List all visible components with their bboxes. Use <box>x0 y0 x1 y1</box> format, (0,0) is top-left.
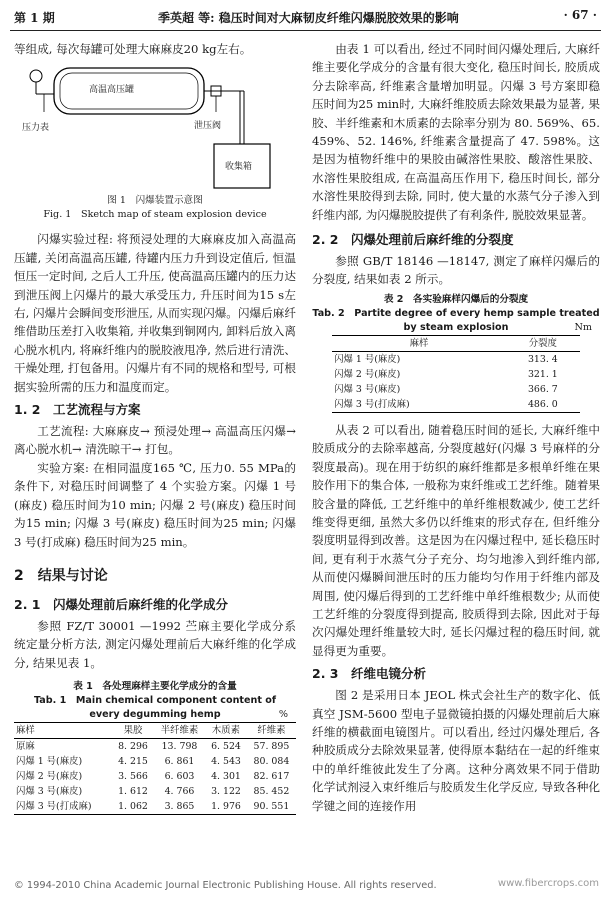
table-1-unit: % <box>278 709 288 721</box>
table-row <box>332 382 580 397</box>
section-2-1-paragraph: 参照 FZ/T 30001 —1992 苎麻主要化学成分系统定量分析方法, 测定闪爆处理前后大麻纤维的化学成分, 结果见表 1。 <box>14 618 296 670</box>
table-1-caption <box>14 680 296 722</box>
table-cell: 4. 543 <box>211 756 241 768</box>
running-title: 季英超 等: 稳压时间对大麻韧皮纤维闪爆脱胶效果的影响 <box>158 11 459 25</box>
figure-1-caption-en: Fig. 1 Sketch map of steam explosion device <box>43 209 267 221</box>
table-1-header: 半纤维素 <box>154 723 205 739</box>
table-cell: 80. 084 <box>253 756 290 768</box>
table-1 <box>14 722 296 815</box>
table-2 <box>332 335 580 413</box>
table-2-caption-en-2: by steam explosion <box>403 321 509 333</box>
flow-paragraph: 工艺流程: 大麻麻皮→ 预浸处理→ 高温高压闪爆→ 离心脱水机→ 清洗晾干→ 打包。 <box>14 424 296 457</box>
section-2-2-heading: 2. 2 闪爆处理前后麻纤维的分裂度 <box>312 232 514 248</box>
table-row <box>14 754 296 769</box>
table-row <box>14 784 296 799</box>
pressure-gauge-icon <box>30 70 42 82</box>
table-cell: 闪爆 3 号(麻皮) <box>334 383 401 395</box>
table-cell: 1. 612 <box>118 786 148 798</box>
copyright-footer: © 1994-2010 China Academic Journal Electronic Publishing House. All rights reserved. <box>14 880 437 891</box>
label-box: 收集箱 <box>225 162 253 173</box>
table-cell: 13. 798 <box>161 741 198 753</box>
table-1-header: 木质素 <box>205 723 247 739</box>
issue-number: 第 1 期 <box>14 11 55 25</box>
label-vessel: 高温高压罐 <box>89 85 135 96</box>
table-cell: 6. 524 <box>211 741 241 753</box>
table-1-header: 果胶 <box>112 723 154 739</box>
table-cell: 闪爆 2 号(麻皮) <box>334 368 401 380</box>
figure-1-caption <box>14 194 296 222</box>
table-cell: 闪爆 3 号(打成麻) <box>14 799 112 815</box>
table-cell: 闪爆 2 号(麻皮) <box>16 771 83 783</box>
table-cell: 90. 551 <box>247 799 296 815</box>
left-column <box>14 40 296 815</box>
table-1-caption-cn: 表 1 各处理麻样主要化学成分的含量 <box>73 681 237 693</box>
table-cell: 原麻 <box>16 741 35 753</box>
results-paragraph-2: 从表 2 可以看出, 随着稳压时间的延长, 大麻纤维中胶质成分的去除率越高, 分裂度越好(闪爆 3 号麻样的分裂度最高)。现在用于纺织的麻纤维都是多根单纤维在果胶作用下的集合体, 一般称为束纤维或工艺纤维。随着果胶含量的降低, 工艺纤维中的单纤维根数减少, 使工艺纤维变得更细, 虽然大多仍以纤维束的形式存在, 但纤维分裂度明显得到改善。这是因为在闪爆过程中, 延长稳压时间, 更有利于水蒸气分子充分、均匀地渗入到纤维内部, 从而使闪爆瞬间泄压时的压力能均匀作用于纤维内部及周围, 使闪爆后得到的工艺纤维中单纤维根数少; 从而使工艺纤维的分裂度得到提高, 胶质得到去除, 因此对于每次闪爆处理纤维量较大时, 延长闪爆过程的稳压时间, 就显得更为重要。 <box>312 422 600 658</box>
table-cell: 4. 215 <box>118 756 148 768</box>
table-cell: 82. 617 <box>253 771 290 783</box>
section-2-heading: 2 结果与讨论 <box>14 567 108 584</box>
table-row <box>14 739 296 755</box>
intro-paragraph: 等组成, 每次每罐可处理大麻麻皮20 kg左右。 <box>14 42 252 56</box>
section-2-3-paragraph: 图 2 是采用日本 JEOL 株式会社生产的数字化、低真空 JSM-5600 型电子显微镜拍摄的闪爆处理前后大麻纤维的横截面电镜图片。可以看出, 经过闪爆处理后, 各种胶质成分去除效果显著, 使得原本黏结在一起的纤维束中的单纤维彼此发生了分离。这种分离效果不同于借助化学试剂浸入束纤维后与胶质发生化学反应, 导致各种化学键之间的连接作用 <box>312 688 600 813</box>
label-valve: 泄压阀 <box>194 121 222 132</box>
table-cell: 321. 1 <box>527 368 558 380</box>
table-2-header-row <box>332 335 580 351</box>
table-cell: 313. 4 <box>527 353 558 365</box>
table-1-caption-en-1: Tab. 1 Main chemical component content of <box>33 695 277 707</box>
table-cell: 486. 0 <box>506 397 580 413</box>
table-cell: 8. 296 <box>118 741 148 753</box>
table-cell: 闪爆 1 号(麻皮) <box>16 756 83 768</box>
watermark: www.fibercrops.com <box>497 878 599 889</box>
table-2-header: 分裂度 <box>506 335 580 351</box>
table-cell: 3. 566 <box>118 771 148 783</box>
table-cell: 3. 122 <box>211 786 241 798</box>
table-2-caption-en-1: Tab. 2 Partite degree of every hemp sample treated <box>312 307 600 319</box>
table-cell: 85. 452 <box>253 786 290 798</box>
table-cell: 闪爆 1 号(麻皮) <box>334 353 401 365</box>
table-cell: 4. 301 <box>211 771 241 783</box>
header-rule <box>10 30 601 31</box>
table-1-header-row <box>14 723 296 739</box>
table-cell: 4. 766 <box>164 786 195 798</box>
table-cell: 闪爆 3 号(打成麻) <box>332 397 506 413</box>
page-number: · 67 · <box>563 8 597 22</box>
section-2-1-heading: 2. 1 闪爆处理前后麻纤维的化学成分 <box>14 596 228 612</box>
table-row <box>14 769 296 784</box>
table-cell: 1. 976 <box>205 799 247 815</box>
table-cell: 1. 062 <box>112 799 154 815</box>
table-row <box>332 367 580 382</box>
table-cell: 6. 861 <box>164 756 195 768</box>
steam-explosion-device-diagram <box>14 62 296 194</box>
scheme-paragraph: 实验方案: 在相同温度165 ℃, 压力0. 55 MPa的条件下, 对稳压时间调整了 4 个实验方案。闪爆 1 号(麻皮) 稳压时间为10 min; 闪爆 2 号(麻皮) 稳压时间为15 min; 闪爆 3 号(麻皮) 稳压时间为25 min; 闪爆 3 号(打成麻) 稳压时间为25 min。 <box>14 460 296 549</box>
section-2-3-heading: 2. 3 纤维电镜分析 <box>312 666 426 682</box>
table-2-header: 麻样 <box>332 335 506 351</box>
process-paragraph: 闪爆实验过程: 将预浸处理的大麻麻皮加入高温高压罐, 关闭高温高压罐, 待罐内压力升到设定值后, 恒温恒压一定时间, 之后人工升压, 使高温高压罐内的压力达到泄压阀上闪爆片的最大承受压力, 升压时间为15 s左右, 闪爆片会瞬间变形泄压, 从而实现闪爆。闪爆后麻纤维借助压差打入收集箱, 并收集到铜网内, 卸料后放入离心脱水机内, 将麻纤维内的脱胶液甩净, 然后进行清洗、干燥处理, 打包备用。闪爆片有不同的规格和型号, 可根据实验所需的压力和温度而定。 <box>14 232 296 394</box>
results-paragraph-1: 由表 1 可以看出, 经过不同时间闪爆处理后, 大麻纤维主要化学成分的含量有很大变化, 稳压时间长, 胶质成分去除率高, 纤维素含量增加明显。闪爆 3 号方案即稳压时间为25 min时, 大麻纤维胶质去除效果最为显著, 果胶、半纤维素和木质素的去除率分别为 80. 569%、65. 459%、52. 146%, 纤维素含量提高了 47. 598%。这是因为植物纤维中的果胶由碱溶性果胶、酸溶性果胶、水溶性果胶组成, 在高温高压作用下, 稳压时间长, 部分水溶性果胶得到去除, 同时, 使大量的水蒸气分子渗入到纤维内部, 为闪爆脱胶提供了有利条件, 脱胶效果显著。 <box>312 42 600 222</box>
table-1-header: 纤维素 <box>247 723 296 739</box>
table-2-caption <box>312 293 600 335</box>
section-1-2-heading: 1. 2 工艺流程与方案 <box>14 402 141 418</box>
section-2-2-paragraph: 参照 GB/T 18146 —18147, 测定了麻样闪爆后的分裂度, 结果如表 2 所示。 <box>312 254 600 287</box>
running-header <box>0 0 611 32</box>
table-row <box>332 397 580 413</box>
figure-1 <box>14 62 296 194</box>
table-row <box>332 351 580 367</box>
table-cell: 57. 895 <box>253 741 290 753</box>
table-1-header: 麻样 <box>14 723 112 739</box>
table-cell: 6. 603 <box>164 771 195 783</box>
right-column <box>312 40 600 815</box>
table-cell: 366. 7 <box>527 383 558 395</box>
table-cell: 3. 865 <box>154 799 205 815</box>
table-1-caption-en-2: every degumming hemp <box>89 709 221 721</box>
figure-1-caption-cn: 图 1 闪爆装置示意图 <box>107 195 203 207</box>
table-2-caption-cn: 表 2 各实验麻样闪爆后的分裂度 <box>383 293 529 305</box>
table-cell: 闪爆 3 号(麻皮) <box>16 786 83 798</box>
label-gauge: 压力表 <box>22 123 50 134</box>
table-2-unit: Nm <box>574 321 592 333</box>
table-row <box>14 799 296 815</box>
